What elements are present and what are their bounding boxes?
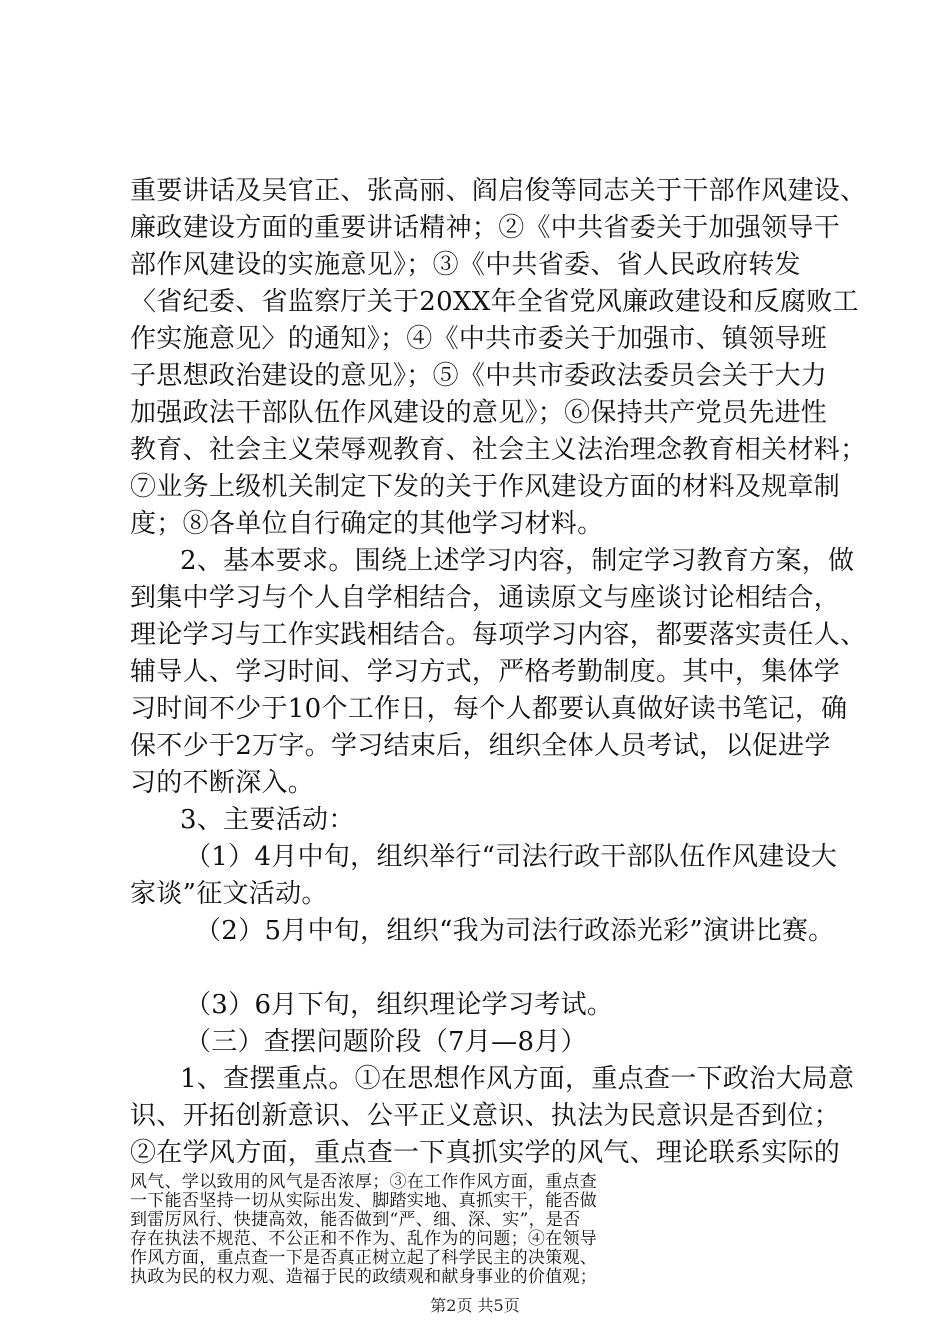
- text-line: 度；⑧各单位自行确定的其他学习材料。: [130, 509, 604, 539]
- text-line: 保不少于2万字。学习结束后，组织全体人员考试，以促进学: [130, 731, 831, 761]
- text-line: 加强政法干部队伍作风建设的意见》；⑥保持共产党员先进性: [130, 398, 828, 428]
- text-line: 1、查摆重点。①在思想作风方面，重点查一下政治大局意: [180, 1064, 855, 1094]
- text-line: ②在学风方面，重点查一下真抓实学的风气、理论联系实际的: [130, 1138, 841, 1168]
- text-line: 存在执法不规范、不公正和不作为、乱作为的问题；④在领导: [130, 1229, 598, 1249]
- text-line: 一下能否坚持一切从实际出发、脚踏实地、真抓实干，能否做: [130, 1191, 598, 1211]
- text-line: 子思想政治建设的意见》；⑤《中共市委政法委员会关于大力: [130, 361, 828, 391]
- text-line: 识、开拓创新意识、公平正义意识、执法为民意识是否到位；: [130, 1101, 841, 1131]
- text-line: 〈省纪委、省监察厅关于20XX年全省党风廉政建设和反腐败工: [130, 287, 859, 317]
- text-line: 重要讲话及吴官正、张高丽、阎启俊等同志关于干部作风建设、: [130, 176, 867, 206]
- text-line: 辅导人、学习时间、学习方式，严格考勤制度。其中，集体学: [130, 657, 841, 687]
- text-line: 执政为民的权力观、造福于民的政绩观和献身事业的价值观；: [130, 1267, 598, 1287]
- text-line: 教育、社会主义荣辱观教育、社会主义法治理念教育相关材料；: [130, 435, 867, 465]
- text-line: 到雷厉风行、快捷高效，能否做到“严、细、深、实”，是否: [130, 1210, 581, 1230]
- text-line: 到集中学习与个人自学相结合，通读原文与座谈讨论相结合，: [130, 583, 841, 613]
- text-line: 家谈”征文活动。: [130, 879, 328, 909]
- text-line: （三）查摆问题阶段（7月—8月）: [185, 1027, 587, 1057]
- text-line: 作风方面，重点查一下是否真正树立起了科学民主的决策观、: [130, 1248, 598, 1268]
- page-number-footer: 第2页 共5页: [430, 1296, 520, 1315]
- text-line: （3）6月下旬，组织理论学习考试。: [185, 990, 614, 1020]
- text-line: 风气、学以致用的风气是否浓厚；③在工作作风方面，重点查: [130, 1172, 598, 1192]
- text-line: 习时间不少于10个工作日，每个人都要认真做好读书笔记，确: [130, 694, 848, 724]
- text-line: 理论学习与工作实践相结合。每项学习内容，都要落实责任人、: [130, 620, 867, 650]
- text-line: 3、主要活动：: [180, 805, 355, 835]
- text-line: 部作风建设的实施意见》；③《中共省委、省人民政府转发: [130, 250, 801, 280]
- text-line: 习的不断深入。: [130, 768, 315, 798]
- text-line: 作实施意见〉的通知》；④《中共市委关于加强市、镇领导班: [130, 324, 828, 354]
- text-line: （1）4月中旬，组织举行“司法行政干部队伍作风建设大: [185, 842, 838, 872]
- text-line: 2、基本要求。围绕上述学习内容，制定学习教育方案，做: [180, 546, 855, 576]
- text-line: 廉政建设方面的重要讲话精神；②《中共省委关于加强领导干: [130, 213, 841, 243]
- text-line: （2）5月中旬，组织“我为司法行政添光彩”演讲比赛。: [195, 916, 835, 946]
- text-line: ⑦业务上级机关制定下发的关于作风建设方面的材料及规章制: [130, 472, 841, 502]
